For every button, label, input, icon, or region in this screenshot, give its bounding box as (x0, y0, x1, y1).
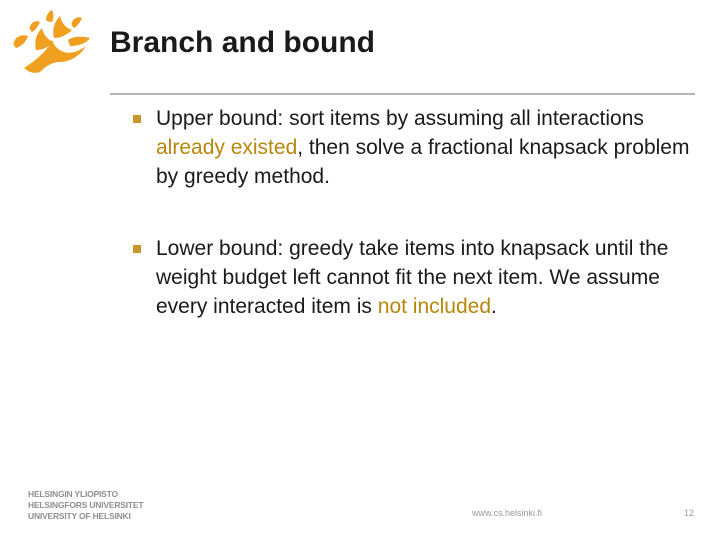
university-name-sv: HELSINGFORS UNIVERSITET (28, 500, 144, 510)
slide-title: Branch and bound (110, 26, 375, 59)
bullet-item (132, 234, 707, 321)
university-wordmark (28, 489, 143, 522)
bullet-list (132, 104, 707, 321)
page-number: 12 (684, 508, 695, 518)
university-flame-logo (6, 6, 96, 78)
highlighted-text: already existed (156, 136, 298, 159)
bullet-text: Upper bound: sort items by assuming all interactions (156, 107, 644, 130)
bullet-text: . (491, 295, 497, 318)
bullet-text: Lower bound: greedy take items into knapsack until the weight budget left cannot fit the next item. We assume every interacted item is (156, 237, 669, 318)
square-bullet-icon (133, 245, 141, 253)
university-name-fi: HELSINGIN YLIOPISTO (28, 489, 118, 499)
highlighted-text: not included (377, 295, 492, 318)
footer-url: www.cs.helsinki.fi (472, 508, 543, 518)
square-bullet-icon (133, 115, 141, 123)
bullet-text: , then solve a fractional knapsack problem by greedy method. (156, 136, 690, 188)
university-name-en: UNIVERSITY OF HELSINKI (28, 511, 131, 521)
title-divider (110, 93, 695, 95)
bullet-item (132, 104, 707, 191)
